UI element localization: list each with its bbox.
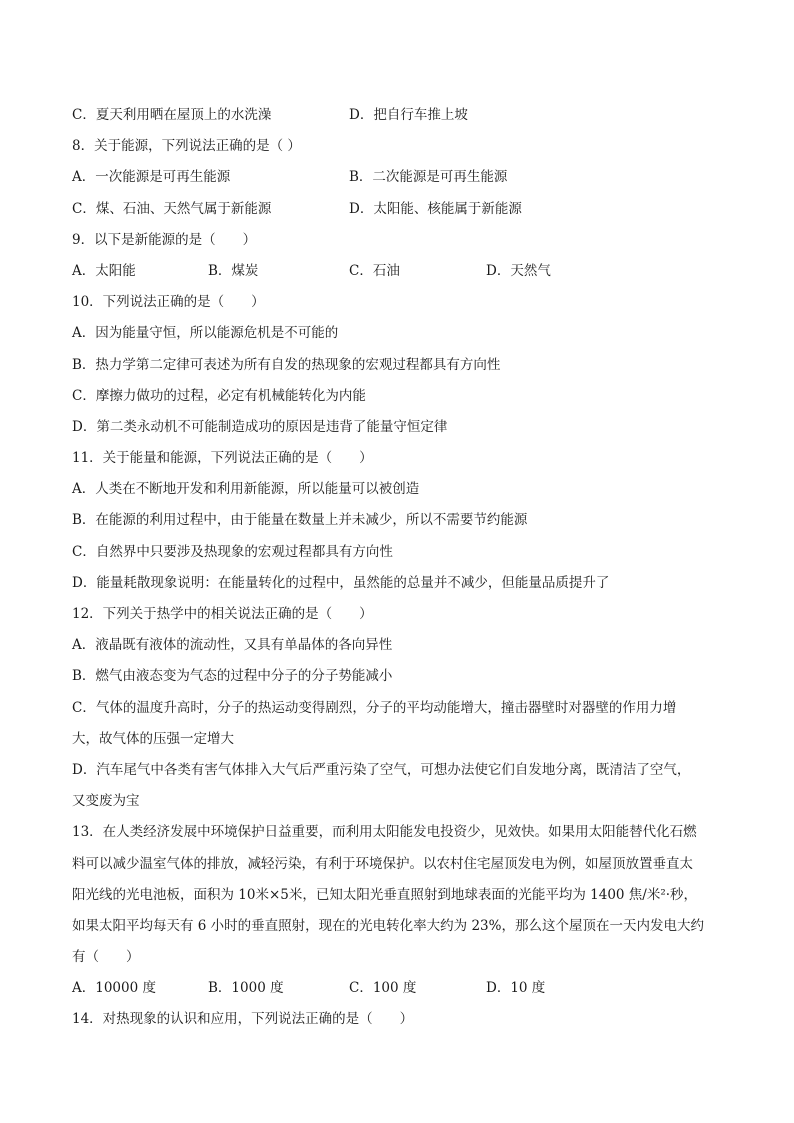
q12-option-c-line-2: 大，故气体的压强一定增大: [72, 730, 234, 747]
q9-option-a: A．太阳能: [72, 262, 136, 279]
q8-option-c: C．煤、石油、天然气属于新能源: [72, 200, 272, 217]
question-13-stem-line-3: 阳光线的光电池板，面积为 10米×5米，已知太阳光垂直照射到地球表面的光能平均为 1400 焦/米²·秒，: [72, 886, 698, 903]
question-13-stem-line-5: 有（ ）: [72, 949, 140, 966]
q12-option-a: A．液晶既有液体的流动性，又具有单晶体的各向异性: [72, 637, 393, 654]
q12-option-c-line-1: C．气体的温度升高时，分子的热运动变得剧烈，分子的平均动能增大，撞击器壁时对器壁的作用力增: [72, 699, 677, 716]
q10-option-b: B．热力学第二定律可表述为所有自发的热现象的宏观过程都具有方向性: [72, 356, 501, 373]
q11-option-c: C．自然界中只要涉及热现象的宏观过程都具有方向性: [72, 543, 393, 560]
q10-option-a: A．因为能量守恒，所以能源危机是不可能的: [72, 325, 339, 342]
q7-option-c: C．夏天利用晒在屋顶上的水洗澡: [72, 107, 272, 123]
q10-option-c: C．摩擦力做功的过程，必定有机械能转化为内能: [72, 387, 366, 404]
question-13-options-row: [72, 973, 732, 1004]
q11-option-d: D．能量耗散现象说明：在能量转化的过程中，虽然能的总量并不减少，但能量品质提升了: [72, 574, 610, 591]
question-9-options-row: [72, 256, 732, 287]
q11-option-a: A．人类在不断地开发和利用新能源，所以能量可以被创造: [72, 481, 420, 498]
question-7-options-row: [72, 100, 732, 131]
q9-option-d: D．天然气: [486, 262, 551, 279]
q9-option-b: B．煤炭: [208, 262, 259, 279]
exam-page: [72, 100, 732, 1036]
question-9-stem: 9．以下是新能源的是（ ）: [72, 231, 257, 248]
q11-option-b: B．在能源的利用过程中，由于能量在数量上并未减少，所以不需要节约能源: [72, 512, 528, 529]
q10-option-d: D．第二类永动机不可能制造成功的原因是违背了能量守恒定律: [72, 418, 448, 435]
q8-option-a: A．一次能源是可再生能源: [72, 169, 231, 186]
question-13-stem-line-2: 料可以减少温室气体的排放，减轻污染，有利于环境保护。以农村住宅屋顶发电为例，如屋顶放置垂直太: [72, 855, 693, 872]
question-11-stem: 11．关于能量和能源，下列说法正确的是（ ）: [72, 450, 373, 467]
q12-option-d-line-1: D．汽车尾气中各类有害气体排入大气后严重污染了空气，可想办法使它们自发地分离，既清洁了空气，: [72, 761, 691, 778]
question-13-stem-line-1: 13．在人类经济发展中环境保护日益重要，而利用太阳能发电投资少，见效快。如果用太阳能替代化石燃: [72, 824, 697, 841]
q13-option-d: D．10 度: [486, 980, 546, 997]
q13-option-c: C．100 度: [349, 980, 417, 997]
q8-option-b: B．二次能源是可再生能源: [349, 169, 508, 186]
q8-option-d: D．太阳能、核能属于新能源: [349, 200, 522, 217]
q12-option-b: B．燃气由液态变为气态的过程中分子的分子势能减小: [72, 668, 393, 685]
question-13-stem-line-4: 如果太阳平均每天有 6 小时的垂直照射，现在的光电转化率大约为 23%，那么这个屋顶在一天内发电大约: [72, 917, 704, 934]
question-8-options-row-1: [72, 162, 732, 193]
q9-option-c: C．石油: [349, 262, 400, 279]
question-12-stem: 12．下列关于热学中的相关说法正确的是（ ）: [72, 606, 373, 622]
question-14-stem: 14．对热现象的认识和应用，下列说法正确的是（ ）: [72, 1011, 414, 1028]
q12-option-d-line-2: 又变废为宝: [72, 793, 140, 810]
question-8-options-row-2: [72, 194, 732, 225]
question-10-stem: 10．下列说法正确的是（ ）: [72, 294, 265, 311]
q7-option-d: D．把自行车推上坡: [349, 107, 468, 123]
question-8-stem: 8．关于能源，下列说法正确的是（ ）: [72, 138, 301, 155]
q13-option-a: A．10000 度: [72, 980, 156, 997]
q13-option-b: B．1000 度: [208, 980, 284, 997]
